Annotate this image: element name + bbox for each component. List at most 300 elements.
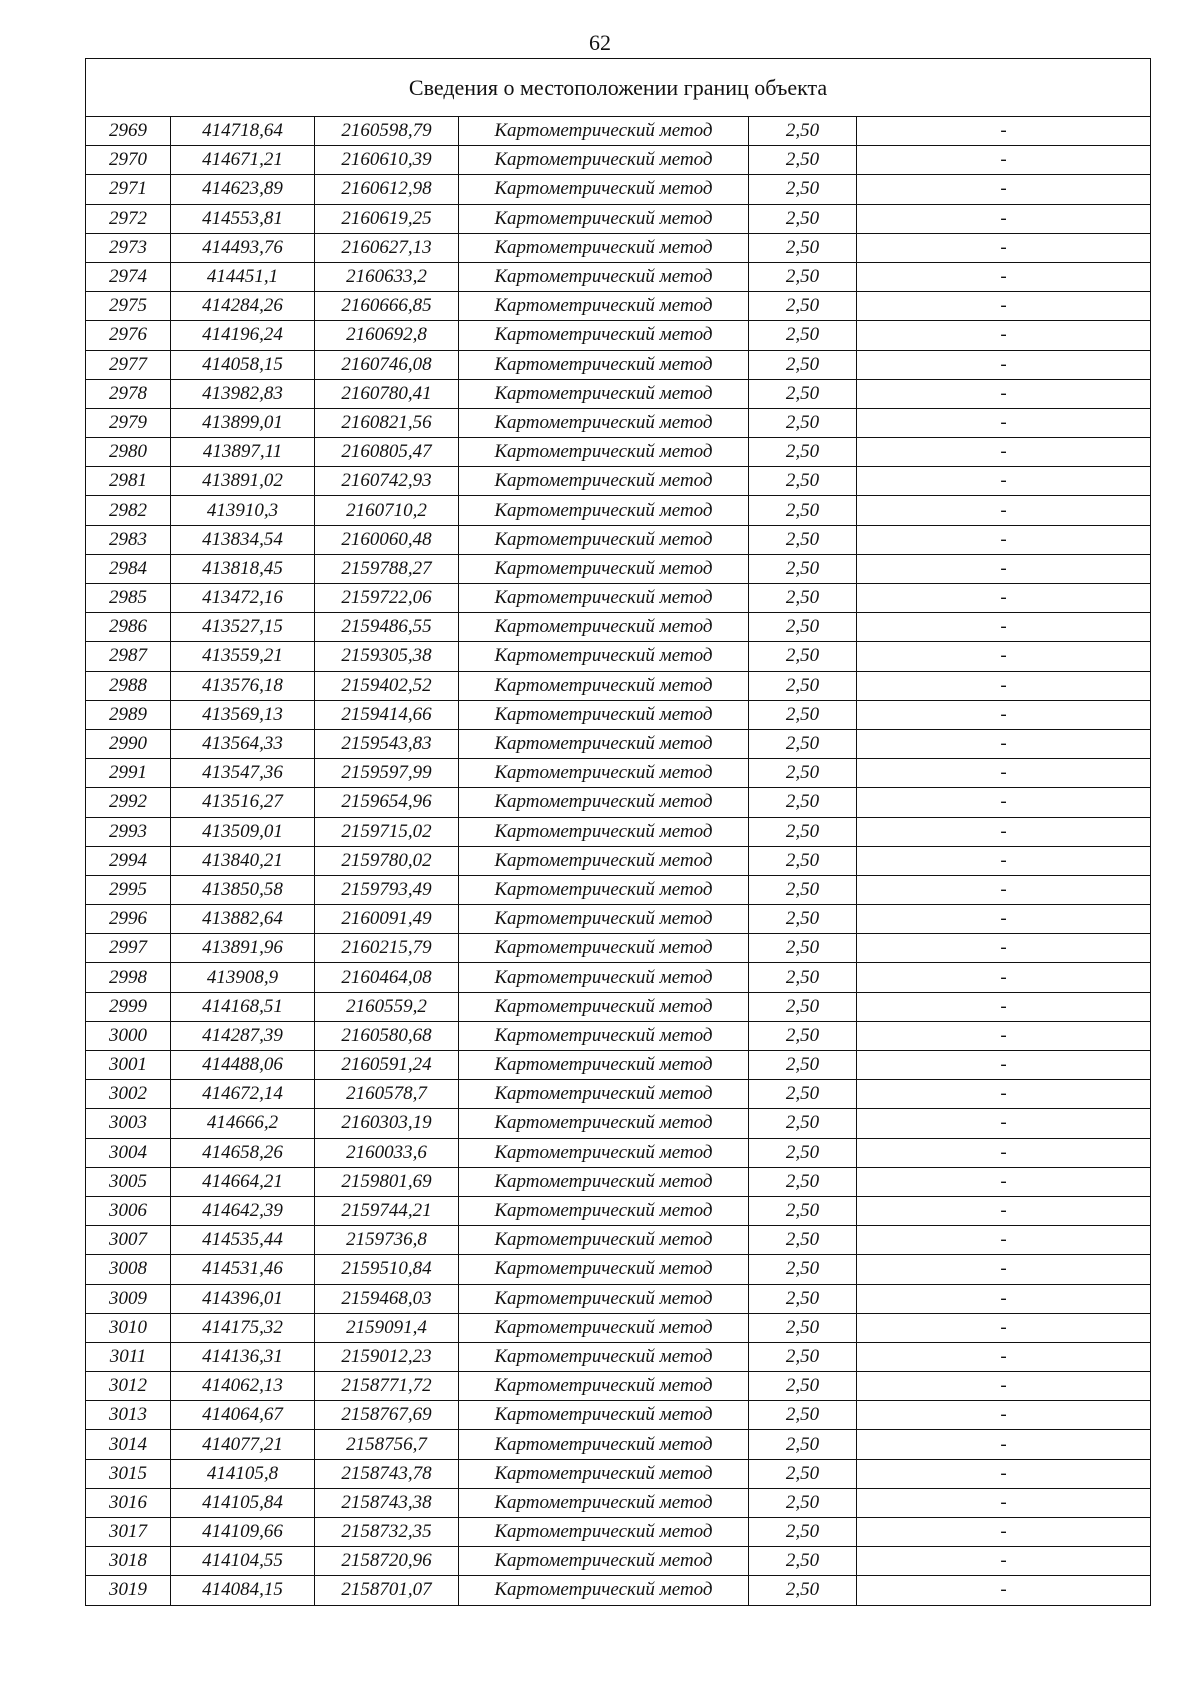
cell-method: Картометрический метод: [459, 350, 749, 379]
cell-y-coordinate: 2159736,8: [315, 1226, 459, 1255]
boundary-table: [85, 58, 1151, 1606]
cell-method: Картометрический метод: [459, 1196, 749, 1225]
table-row: [86, 1255, 1151, 1284]
cell-x-coordinate: 414084,15: [171, 1576, 315, 1605]
cell-description: -: [857, 467, 1151, 496]
cell-accuracy: 2,50: [749, 525, 857, 554]
cell-description: -: [857, 875, 1151, 904]
cell-x-coordinate: 413982,83: [171, 379, 315, 408]
cell-y-coordinate: 2160580,68: [315, 1021, 459, 1050]
cell-x-coordinate: 414284,26: [171, 292, 315, 321]
cell-description: -: [857, 321, 1151, 350]
cell-point-number: 2992: [86, 788, 171, 817]
cell-method: Картометрический метод: [459, 1518, 749, 1547]
cell-x-coordinate: 414062,13: [171, 1372, 315, 1401]
table-row: [86, 700, 1151, 729]
cell-point-number: 2977: [86, 350, 171, 379]
cell-y-coordinate: 2160060,48: [315, 525, 459, 554]
cell-y-coordinate: 2159780,02: [315, 846, 459, 875]
cell-point-number: 3008: [86, 1255, 171, 1284]
cell-method: Картометрический метод: [459, 1226, 749, 1255]
cell-y-coordinate: 2158743,78: [315, 1459, 459, 1488]
table-row: [86, 817, 1151, 846]
cell-x-coordinate: 414077,21: [171, 1430, 315, 1459]
cell-x-coordinate: 413516,27: [171, 788, 315, 817]
cell-point-number: 2989: [86, 700, 171, 729]
cell-x-coordinate: 413559,21: [171, 642, 315, 671]
cell-accuracy: 2,50: [749, 992, 857, 1021]
cell-accuracy: 2,50: [749, 759, 857, 788]
cell-description: -: [857, 671, 1151, 700]
table-row: [86, 1372, 1151, 1401]
cell-method: Картометрический метод: [459, 262, 749, 291]
cell-method: Картометрический метод: [459, 525, 749, 554]
cell-accuracy: 2,50: [749, 1051, 857, 1080]
cell-description: -: [857, 175, 1151, 204]
cell-y-coordinate: 2160610,39: [315, 146, 459, 175]
cell-point-number: 2974: [86, 262, 171, 291]
cell-y-coordinate: 2159012,23: [315, 1342, 459, 1371]
cell-description: -: [857, 1226, 1151, 1255]
cell-y-coordinate: 2159715,02: [315, 817, 459, 846]
cell-method: Картометрический метод: [459, 846, 749, 875]
cell-accuracy: 2,50: [749, 554, 857, 583]
cell-accuracy: 2,50: [749, 1342, 857, 1371]
cell-accuracy: 2,50: [749, 1518, 857, 1547]
cell-point-number: 2986: [86, 613, 171, 642]
cell-point-number: 3018: [86, 1547, 171, 1576]
cell-point-number: 2996: [86, 905, 171, 934]
cell-description: -: [857, 1547, 1151, 1576]
table-row: [86, 1313, 1151, 1342]
cell-accuracy: 2,50: [749, 1459, 857, 1488]
table-title-row: [86, 59, 1151, 117]
cell-description: -: [857, 700, 1151, 729]
cell-accuracy: 2,50: [749, 1547, 857, 1576]
cell-description: -: [857, 905, 1151, 934]
cell-method: Картометрический метод: [459, 554, 749, 583]
cell-x-coordinate: 414175,32: [171, 1313, 315, 1342]
table-row: [86, 204, 1151, 233]
cell-x-coordinate: 414196,24: [171, 321, 315, 350]
cell-x-coordinate: 414535,44: [171, 1226, 315, 1255]
cell-method: Картометрический метод: [459, 1313, 749, 1342]
cell-method: Картометрический метод: [459, 1488, 749, 1517]
cell-point-number: 2988: [86, 671, 171, 700]
cell-y-coordinate: 2160780,41: [315, 379, 459, 408]
cell-method: Картометрический метод: [459, 729, 749, 758]
cell-accuracy: 2,50: [749, 146, 857, 175]
cell-point-number: 2985: [86, 584, 171, 613]
cell-point-number: 2991: [86, 759, 171, 788]
cell-x-coordinate: 413891,02: [171, 467, 315, 496]
cell-x-coordinate: 413882,64: [171, 905, 315, 934]
cell-method: Картометрический метод: [459, 963, 749, 992]
cell-description: -: [857, 379, 1151, 408]
cell-description: -: [857, 1021, 1151, 1050]
cell-accuracy: 2,50: [749, 1430, 857, 1459]
table-row: [86, 1021, 1151, 1050]
cell-y-coordinate: 2160821,56: [315, 408, 459, 437]
cell-accuracy: 2,50: [749, 700, 857, 729]
cell-method: Картометрический метод: [459, 759, 749, 788]
table-row: [86, 117, 1151, 146]
cell-x-coordinate: 414493,76: [171, 233, 315, 262]
table-row: [86, 642, 1151, 671]
table-row: [86, 1080, 1151, 1109]
cell-accuracy: 2,50: [749, 1284, 857, 1313]
table-row: [86, 554, 1151, 583]
cell-y-coordinate: 2159597,99: [315, 759, 459, 788]
cell-y-coordinate: 2160633,2: [315, 262, 459, 291]
cell-point-number: 3005: [86, 1167, 171, 1196]
cell-y-coordinate: 2160591,24: [315, 1051, 459, 1080]
table-row: [86, 1430, 1151, 1459]
cell-x-coordinate: 413908,9: [171, 963, 315, 992]
cell-x-coordinate: 414396,01: [171, 1284, 315, 1313]
cell-x-coordinate: 413547,36: [171, 759, 315, 788]
cell-method: Картометрический метод: [459, 321, 749, 350]
cell-description: -: [857, 292, 1151, 321]
cell-x-coordinate: 413897,11: [171, 438, 315, 467]
table-row: [86, 963, 1151, 992]
table-row: [86, 1576, 1151, 1605]
cell-point-number: 2990: [86, 729, 171, 758]
cell-point-number: 2982: [86, 496, 171, 525]
cell-point-number: 3013: [86, 1401, 171, 1430]
cell-point-number: 2993: [86, 817, 171, 846]
cell-method: Картометрический метод: [459, 1459, 749, 1488]
cell-y-coordinate: 2160612,98: [315, 175, 459, 204]
cell-point-number: 3009: [86, 1284, 171, 1313]
cell-point-number: 2972: [86, 204, 171, 233]
table-row: [86, 846, 1151, 875]
cell-x-coordinate: 413834,54: [171, 525, 315, 554]
cell-point-number: 2998: [86, 963, 171, 992]
cell-y-coordinate: 2158756,7: [315, 1430, 459, 1459]
cell-description: -: [857, 1284, 1151, 1313]
cell-method: Картометрический метод: [459, 671, 749, 700]
cell-y-coordinate: 2159801,69: [315, 1167, 459, 1196]
cell-description: -: [857, 934, 1151, 963]
table-row: [86, 1167, 1151, 1196]
cell-point-number: 2987: [86, 642, 171, 671]
cell-y-coordinate: 2160666,85: [315, 292, 459, 321]
cell-point-number: 2980: [86, 438, 171, 467]
cell-accuracy: 2,50: [749, 1488, 857, 1517]
cell-accuracy: 2,50: [749, 408, 857, 437]
cell-accuracy: 2,50: [749, 1080, 857, 1109]
cell-description: -: [857, 554, 1151, 583]
cell-y-coordinate: 2160215,79: [315, 934, 459, 963]
cell-x-coordinate: 414168,51: [171, 992, 315, 1021]
cell-y-coordinate: 2160578,7: [315, 1080, 459, 1109]
cell-point-number: 2971: [86, 175, 171, 204]
cell-method: Картометрический метод: [459, 1109, 749, 1138]
cell-x-coordinate: 413891,96: [171, 934, 315, 963]
cell-x-coordinate: 413569,13: [171, 700, 315, 729]
cell-y-coordinate: 2160710,2: [315, 496, 459, 525]
cell-method: Картометрический метод: [459, 875, 749, 904]
cell-accuracy: 2,50: [749, 1372, 857, 1401]
cell-y-coordinate: 2159486,55: [315, 613, 459, 642]
cell-method: Картометрический метод: [459, 1167, 749, 1196]
cell-description: -: [857, 584, 1151, 613]
table-row: [86, 321, 1151, 350]
cell-method: Картометрический метод: [459, 204, 749, 233]
cell-y-coordinate: 2159091,4: [315, 1313, 459, 1342]
cell-y-coordinate: 2160464,08: [315, 963, 459, 992]
cell-x-coordinate: 414671,21: [171, 146, 315, 175]
cell-accuracy: 2,50: [749, 934, 857, 963]
cell-description: -: [857, 408, 1151, 437]
cell-x-coordinate: 414136,31: [171, 1342, 315, 1371]
cell-description: -: [857, 729, 1151, 758]
cell-y-coordinate: 2159543,83: [315, 729, 459, 758]
cell-method: Картометрический метод: [459, 175, 749, 204]
cell-x-coordinate: 414553,81: [171, 204, 315, 233]
cell-x-coordinate: 414058,15: [171, 350, 315, 379]
cell-description: -: [857, 1372, 1151, 1401]
cell-y-coordinate: 2160091,49: [315, 905, 459, 934]
cell-x-coordinate: 414287,39: [171, 1021, 315, 1050]
cell-x-coordinate: 414104,55: [171, 1547, 315, 1576]
cell-method: Картометрический метод: [459, 438, 749, 467]
cell-point-number: 3014: [86, 1430, 171, 1459]
cell-accuracy: 2,50: [749, 1576, 857, 1605]
cell-description: -: [857, 1051, 1151, 1080]
cell-method: Картометрический метод: [459, 146, 749, 175]
cell-x-coordinate: 413576,18: [171, 671, 315, 700]
cell-description: -: [857, 1488, 1151, 1517]
cell-method: Картометрический метод: [459, 700, 749, 729]
cell-x-coordinate: 413910,3: [171, 496, 315, 525]
cell-description: -: [857, 846, 1151, 875]
table-row: [86, 1196, 1151, 1225]
page-number: 62: [589, 30, 611, 55]
cell-point-number: 3000: [86, 1021, 171, 1050]
cell-x-coordinate: 414658,26: [171, 1138, 315, 1167]
cell-description: -: [857, 233, 1151, 262]
cell-x-coordinate: 414664,21: [171, 1167, 315, 1196]
table-row: [86, 1459, 1151, 1488]
cell-description: -: [857, 613, 1151, 642]
cell-method: Картометрический метод: [459, 584, 749, 613]
cell-method: Картометрический метод: [459, 642, 749, 671]
cell-method: Картометрический метод: [459, 1547, 749, 1576]
cell-accuracy: 2,50: [749, 321, 857, 350]
cell-y-coordinate: 2158701,07: [315, 1576, 459, 1605]
cell-accuracy: 2,50: [749, 817, 857, 846]
cell-y-coordinate: 2160303,19: [315, 1109, 459, 1138]
table-row: [86, 146, 1151, 175]
cell-point-number: 3016: [86, 1488, 171, 1517]
table-row: [86, 759, 1151, 788]
cell-accuracy: 2,50: [749, 671, 857, 700]
cell-description: -: [857, 1401, 1151, 1430]
cell-method: Картометрический метод: [459, 992, 749, 1021]
cell-description: -: [857, 1196, 1151, 1225]
cell-x-coordinate: 414451,1: [171, 262, 315, 291]
cell-description: -: [857, 1080, 1151, 1109]
table-row: [86, 408, 1151, 437]
cell-x-coordinate: 413840,21: [171, 846, 315, 875]
cell-accuracy: 2,50: [749, 1021, 857, 1050]
cell-description: -: [857, 117, 1151, 146]
cell-point-number: 3019: [86, 1576, 171, 1605]
cell-y-coordinate: 2160559,2: [315, 992, 459, 1021]
table-title: Сведения о местоположении границ объекта: [86, 59, 1151, 117]
cell-y-coordinate: 2160746,08: [315, 350, 459, 379]
table-row: [86, 875, 1151, 904]
cell-point-number: 2973: [86, 233, 171, 262]
table-row: [86, 1226, 1151, 1255]
cell-x-coordinate: 413850,58: [171, 875, 315, 904]
cell-y-coordinate: 2160627,13: [315, 233, 459, 262]
cell-y-coordinate: 2158732,35: [315, 1518, 459, 1547]
table-row: [86, 496, 1151, 525]
cell-accuracy: 2,50: [749, 175, 857, 204]
table-row: [86, 1284, 1151, 1313]
cell-point-number: 2970: [86, 146, 171, 175]
cell-description: -: [857, 1167, 1151, 1196]
cell-description: -: [857, 642, 1151, 671]
cell-description: -: [857, 817, 1151, 846]
table-row: [86, 1547, 1151, 1576]
cell-description: -: [857, 438, 1151, 467]
cell-point-number: 3006: [86, 1196, 171, 1225]
cell-method: Картометрический метод: [459, 788, 749, 817]
table-row: [86, 934, 1151, 963]
cell-description: -: [857, 1138, 1151, 1167]
cell-description: -: [857, 1576, 1151, 1605]
cell-description: -: [857, 992, 1151, 1021]
cell-description: -: [857, 1342, 1151, 1371]
cell-y-coordinate: 2160805,47: [315, 438, 459, 467]
table-row: [86, 525, 1151, 554]
cell-point-number: 3017: [86, 1518, 171, 1547]
table-row: [86, 1342, 1151, 1371]
cell-method: Картометрический метод: [459, 1051, 749, 1080]
cell-point-number: 3012: [86, 1372, 171, 1401]
cell-description: -: [857, 496, 1151, 525]
cell-accuracy: 2,50: [749, 1313, 857, 1342]
cell-x-coordinate: 413527,15: [171, 613, 315, 642]
cell-accuracy: 2,50: [749, 496, 857, 525]
cell-y-coordinate: 2160598,79: [315, 117, 459, 146]
table-row: [86, 467, 1151, 496]
cell-method: Картометрический метод: [459, 1342, 749, 1371]
cell-point-number: 3003: [86, 1109, 171, 1138]
cell-y-coordinate: 2160033,6: [315, 1138, 459, 1167]
cell-y-coordinate: 2158720,96: [315, 1547, 459, 1576]
cell-x-coordinate: 414105,84: [171, 1488, 315, 1517]
table-row: [86, 233, 1151, 262]
cell-y-coordinate: 2159510,84: [315, 1255, 459, 1284]
cell-method: Картометрический метод: [459, 117, 749, 146]
table-row: [86, 1488, 1151, 1517]
cell-method: Картометрический метод: [459, 1430, 749, 1459]
cell-accuracy: 2,50: [749, 204, 857, 233]
cell-x-coordinate: 414642,39: [171, 1196, 315, 1225]
cell-accuracy: 2,50: [749, 613, 857, 642]
cell-accuracy: 2,50: [749, 1196, 857, 1225]
cell-method: Картометрический метод: [459, 1080, 749, 1109]
cell-x-coordinate: 414718,64: [171, 117, 315, 146]
cell-description: -: [857, 1459, 1151, 1488]
cell-method: Картометрический метод: [459, 467, 749, 496]
cell-description: -: [857, 204, 1151, 233]
cell-y-coordinate: 2160619,25: [315, 204, 459, 233]
cell-accuracy: 2,50: [749, 1401, 857, 1430]
cell-accuracy: 2,50: [749, 729, 857, 758]
cell-x-coordinate: 414488,06: [171, 1051, 315, 1080]
cell-accuracy: 2,50: [749, 846, 857, 875]
cell-accuracy: 2,50: [749, 642, 857, 671]
cell-description: -: [857, 1430, 1151, 1459]
cell-x-coordinate: 414531,46: [171, 1255, 315, 1284]
cell-accuracy: 2,50: [749, 233, 857, 262]
cell-method: Картометрический метод: [459, 379, 749, 408]
cell-accuracy: 2,50: [749, 1138, 857, 1167]
cell-x-coordinate: 414064,67: [171, 1401, 315, 1430]
cell-point-number: 2975: [86, 292, 171, 321]
cell-method: Картометрический метод: [459, 292, 749, 321]
cell-point-number: 2997: [86, 934, 171, 963]
cell-point-number: 2983: [86, 525, 171, 554]
cell-point-number: 3002: [86, 1080, 171, 1109]
table-row: [86, 729, 1151, 758]
cell-y-coordinate: 2159414,66: [315, 700, 459, 729]
cell-y-coordinate: 2159722,06: [315, 584, 459, 613]
cell-point-number: 2995: [86, 875, 171, 904]
cell-x-coordinate: 414672,14: [171, 1080, 315, 1109]
cell-accuracy: 2,50: [749, 350, 857, 379]
cell-y-coordinate: 2159402,52: [315, 671, 459, 700]
cell-method: Картометрический метод: [459, 1255, 749, 1284]
cell-description: -: [857, 759, 1151, 788]
cell-point-number: 2999: [86, 992, 171, 1021]
cell-description: -: [857, 1109, 1151, 1138]
table-body: [86, 117, 1151, 1606]
cell-method: Картометрический метод: [459, 408, 749, 437]
cell-accuracy: 2,50: [749, 292, 857, 321]
cell-x-coordinate: 413818,45: [171, 554, 315, 583]
cell-method: Картометрический метод: [459, 1021, 749, 1050]
table-row: [86, 1109, 1151, 1138]
table-row: [86, 905, 1151, 934]
table-row: [86, 1518, 1151, 1547]
cell-point-number: 2981: [86, 467, 171, 496]
table-row: [86, 671, 1151, 700]
cell-point-number: 2994: [86, 846, 171, 875]
cell-method: Картометрический метод: [459, 1138, 749, 1167]
table-row: [86, 350, 1151, 379]
cell-point-number: 2984: [86, 554, 171, 583]
cell-description: -: [857, 788, 1151, 817]
cell-x-coordinate: 413472,16: [171, 584, 315, 613]
cell-description: -: [857, 525, 1151, 554]
cell-method: Картометрический метод: [459, 905, 749, 934]
cell-description: -: [857, 146, 1151, 175]
cell-method: Картометрический метод: [459, 934, 749, 963]
cell-y-coordinate: 2159793,49: [315, 875, 459, 904]
cell-accuracy: 2,50: [749, 1255, 857, 1284]
cell-method: Картометрический метод: [459, 1372, 749, 1401]
cell-point-number: 2979: [86, 408, 171, 437]
cell-x-coordinate: 413564,33: [171, 729, 315, 758]
cell-method: Картометрический метод: [459, 613, 749, 642]
